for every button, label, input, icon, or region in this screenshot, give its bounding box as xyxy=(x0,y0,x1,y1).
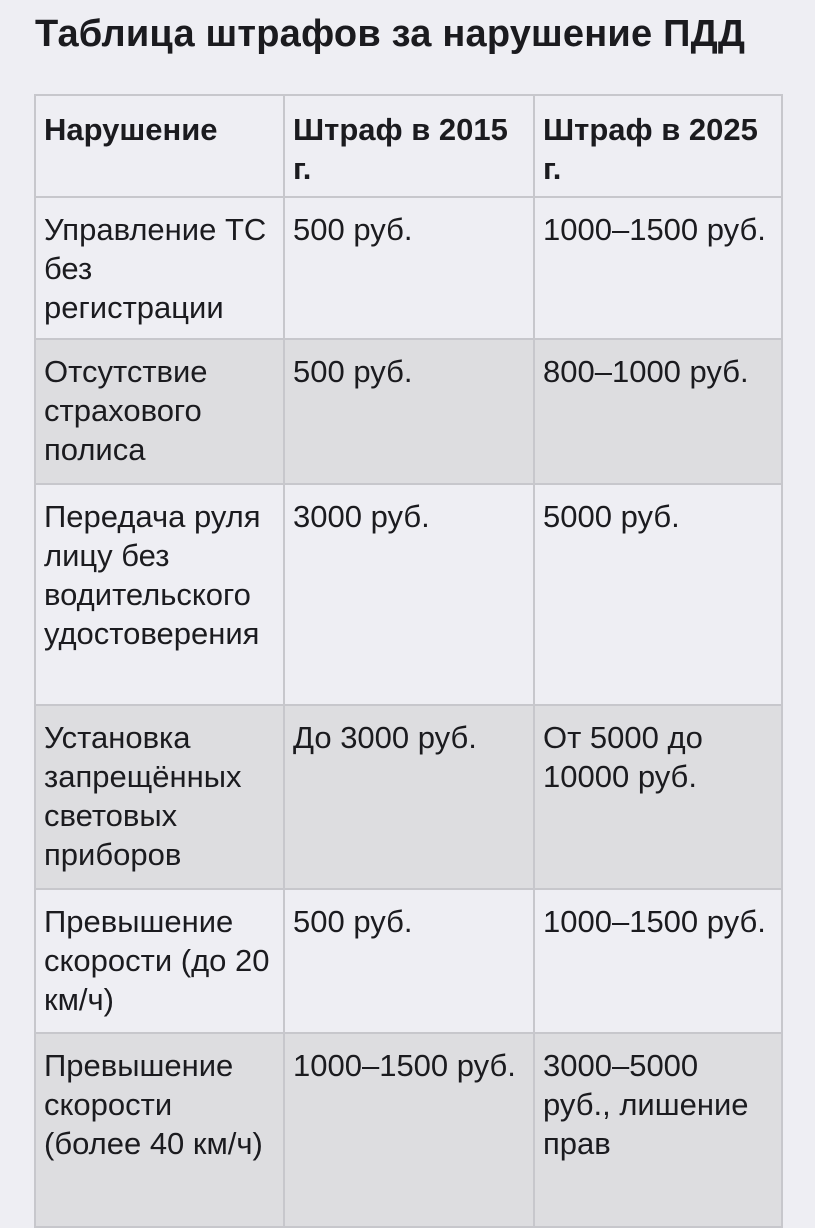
fine-2015-cell: 500 руб. xyxy=(284,339,534,484)
violation-cell: Отсутствие страхового полиса xyxy=(35,339,284,484)
table-row xyxy=(35,484,782,705)
violation-cell: Превышение скорости (более 40 км/ч) xyxy=(35,1033,284,1227)
table-row xyxy=(35,197,782,339)
fine-2025-cell: 5000 руб. xyxy=(534,484,782,705)
fine-2025-cell: 800–1000 руб. xyxy=(534,339,782,484)
header-fine-2025: Штраф в 2025 г. xyxy=(534,95,782,197)
violation-cell: Установка запрещённых световых приборов xyxy=(35,705,284,889)
fine-2025-cell: 1000–1500 руб. xyxy=(534,197,782,339)
fines-table xyxy=(34,94,783,1228)
violation-cell: Превышение скорости (до 20 км/ч) xyxy=(35,889,284,1033)
fine-2015-cell: 1000–1500 руб. xyxy=(284,1033,534,1227)
page-title: Таблица штрафов за нарушение ПДД xyxy=(35,13,746,55)
fine-2015-cell: 3000 руб. xyxy=(284,484,534,705)
fine-2015-cell: До 3000 руб. xyxy=(284,705,534,889)
violation-cell: Передача руля лицу без водительского удостоверения xyxy=(35,484,284,705)
table-header-row xyxy=(35,95,782,197)
fine-2025-cell: 1000–1500 руб. xyxy=(534,889,782,1033)
table-row xyxy=(35,1033,782,1227)
table-row xyxy=(35,889,782,1033)
fine-2025-cell: 3000–5000 руб., лишение прав xyxy=(534,1033,782,1227)
table-row xyxy=(35,339,782,484)
header-violation: Нарушение xyxy=(35,95,284,197)
header-fine-2015: Штраф в 2015 г. xyxy=(284,95,534,197)
fine-2015-cell: 500 руб. xyxy=(284,197,534,339)
table-row xyxy=(35,705,782,889)
violation-cell: Управление ТС без регистрации xyxy=(35,197,284,339)
fine-2015-cell: 500 руб. xyxy=(284,889,534,1033)
fine-2025-cell: От 5000 до 10000 руб. xyxy=(534,705,782,889)
